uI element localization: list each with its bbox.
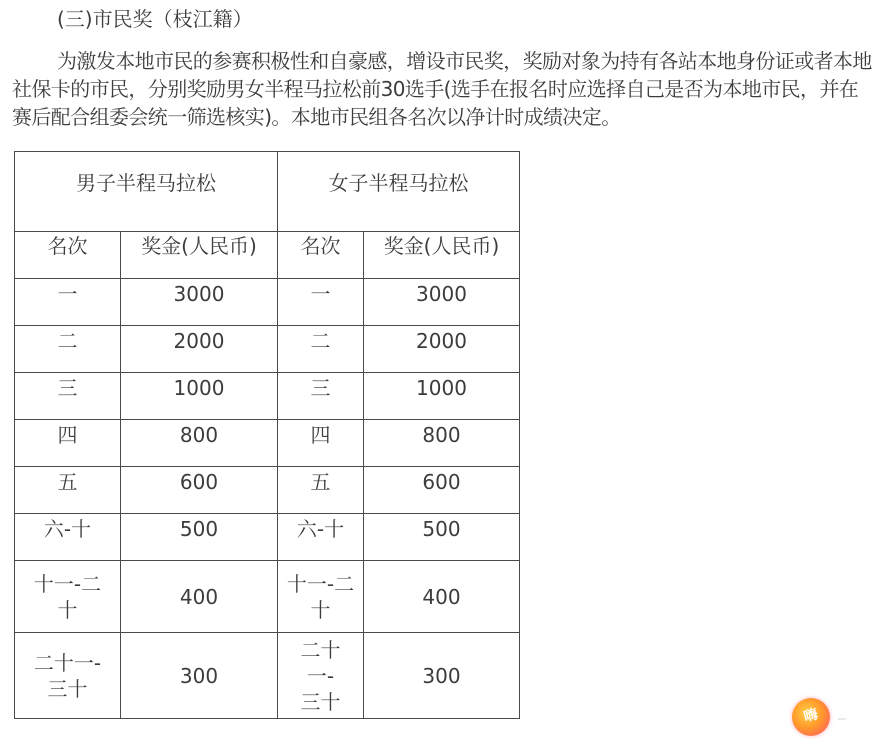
prize-men: 500 (121, 514, 278, 561)
table-row (15, 373, 520, 420)
rank-women-text: 十一-二十 (286, 571, 355, 622)
column-header-prize-women: 奖金(人民币) (364, 232, 520, 279)
prize-men: 1000 (121, 373, 278, 420)
column-header-rank-women: 名次 (278, 232, 364, 279)
table-row (15, 279, 520, 326)
rank-men (15, 633, 121, 719)
table-row (15, 633, 520, 719)
column-header-prize-men: 奖金(人民币) (121, 232, 278, 279)
table-row (15, 561, 520, 633)
prize-women: 400 (364, 561, 520, 633)
table-row (15, 326, 520, 373)
rank-men: 四 (15, 420, 121, 467)
prize-men: 300 (121, 633, 278, 719)
rank-men-text: 十一-二十 (33, 571, 102, 622)
table-row (15, 420, 520, 467)
prize-men: 800 (121, 420, 278, 467)
rank-women: 一 (278, 279, 364, 326)
rank-men (15, 561, 121, 633)
prize-women: 300 (364, 633, 520, 719)
watermark-logo-text: 嗨 (802, 706, 820, 726)
table-row (15, 467, 520, 514)
prize-women: 600 (364, 467, 520, 514)
table-group-header-row (15, 152, 520, 232)
rank-women: 四 (278, 420, 364, 467)
prize-men: 2000 (121, 326, 278, 373)
rank-women: 六-十 (278, 514, 364, 561)
prize-women: 1000 (364, 373, 520, 420)
prize-women: 500 (364, 514, 520, 561)
prize-table (14, 151, 520, 719)
rank-men: 五 (15, 467, 121, 514)
section-paragraph: 为激发本地市民的参赛积极性和自豪感，增设市民奖，奖励对象为持有各站本地身份证或者本地社保卡的市民，分别奖励男女半程马拉松前30选手(选手在报名时应选择自己是否为本地市民，并在赛后配合组委会统一筛选核实)。本地市民组各名次以净计时成绩决定。 (12, 49, 872, 129)
rank-men-text: 二十一-三十 (33, 650, 102, 701)
table-row (15, 514, 520, 561)
watermark-logo-icon (792, 698, 830, 736)
rank-women (278, 561, 364, 633)
column-header-rank-men: 名次 (15, 232, 121, 279)
rank-men: 二 (15, 326, 121, 373)
group-header-women: 女子半程马拉松 (278, 152, 520, 232)
prize-women: 2000 (364, 326, 520, 373)
rank-women-text: 二十一-三十 (300, 637, 341, 714)
prize-men: 3000 (121, 279, 278, 326)
rank-women: 五 (278, 467, 364, 514)
rank-women: 三 (278, 373, 364, 420)
watermark-mark-icon (838, 718, 846, 720)
rank-women: 二 (278, 326, 364, 373)
prize-men: 600 (121, 467, 278, 514)
group-header-men: 男子半程马拉松 (15, 152, 278, 232)
prize-women: 800 (364, 420, 520, 467)
rank-men: 一 (15, 279, 121, 326)
section-heading: (三)市民奖（枝江籍） (57, 7, 253, 31)
rank-men: 三 (15, 373, 121, 420)
prize-men: 400 (121, 561, 278, 633)
rank-men: 六-十 (15, 514, 121, 561)
prize-women: 3000 (364, 279, 520, 326)
table-column-header-row (15, 232, 520, 279)
rank-women (278, 633, 364, 719)
